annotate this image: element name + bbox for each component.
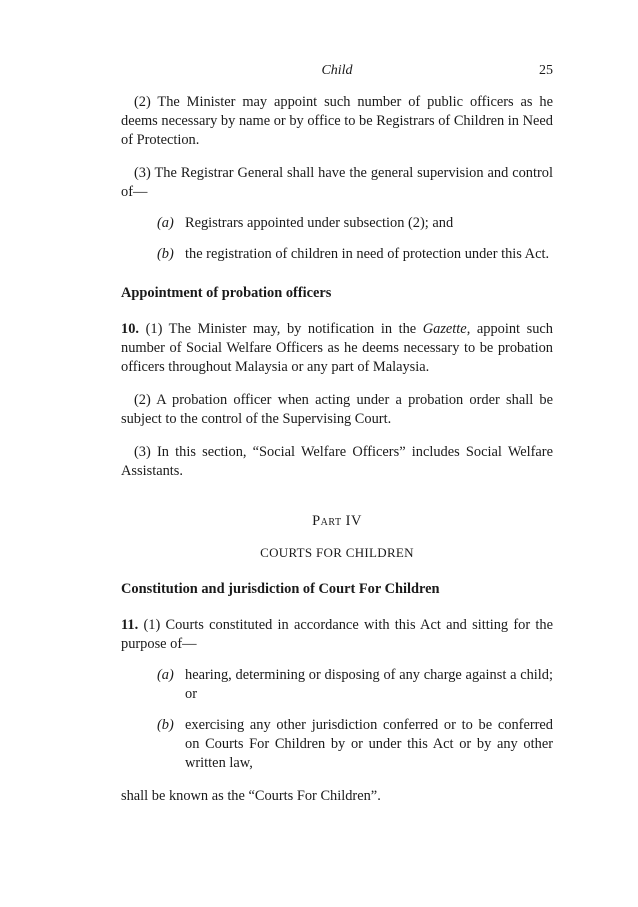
part-label bbox=[121, 512, 553, 531]
section-number: 10. bbox=[121, 321, 139, 337]
list-item-text: exercising any other jurisdiction conferred or to be conferred on Courts For Children by or under this Act or by any other written law, bbox=[185, 717, 553, 771]
section-10-para-1-end: , appoint such number of Social Welfare Officers as he deems necessary to be probation officers throughout Malaysia or any part of Malaysia. bbox=[121, 321, 553, 375]
gazette-italic: Gazette bbox=[422, 321, 467, 337]
list-item-label: (b) bbox=[157, 717, 174, 733]
list-item bbox=[121, 716, 553, 773]
part-title: COURTS FOR CHILDREN bbox=[260, 545, 414, 560]
list-item-text: hearing, determining or disposing of any charge against a child; or bbox=[185, 667, 553, 702]
list-item-text: the registration of children in need of protection under this Act. bbox=[185, 246, 550, 262]
section-9-para-2: (2) The Minister may appoint such number of public officers as he deems necessary by name or by office to be Registrars of Children in Need of Protection. bbox=[121, 94, 553, 148]
list-item-label: (a) bbox=[157, 667, 174, 683]
list-item-label: (b) bbox=[157, 246, 174, 262]
running-title: Child bbox=[321, 63, 353, 78]
list-item bbox=[121, 245, 553, 264]
section-10-heading: Appointment of probation officers bbox=[121, 285, 332, 301]
list-item bbox=[121, 666, 553, 704]
section-11-heading: Constitution and jurisdiction of Court For Children bbox=[121, 581, 440, 597]
part-label-text: Part IV bbox=[312, 513, 362, 529]
section-10-para-1-start: (1) The Minister may, by notification in the bbox=[145, 321, 423, 337]
section-10-para-1 bbox=[121, 320, 553, 377]
section-10-para-2: (2) A probation officer when acting under a probation order shall be subject to the control of the Supervising Court. bbox=[121, 392, 553, 427]
list-item-text: Registrars appointed under subsection (2); and bbox=[185, 215, 454, 231]
list-item-label: (a) bbox=[157, 215, 174, 231]
page-number: 25 bbox=[539, 63, 553, 78]
section-11-para-1-text: (1) Courts constituted in accordance with this Act and sitting for the purpose of— bbox=[121, 617, 553, 652]
section-10-para-3: (3) In this section, “Social Welfare Officers” includes Social Welfare Assistants. bbox=[121, 444, 553, 479]
list-item bbox=[121, 214, 553, 233]
running-head bbox=[121, 63, 553, 83]
section-9-para-3: (3) The Registrar General shall have the general supervision and control of— bbox=[121, 165, 553, 200]
section-11-para-1 bbox=[121, 616, 553, 654]
section-11-closing: shall be known as the “Courts For Children”. bbox=[121, 788, 381, 804]
body-text bbox=[121, 93, 553, 806]
section-number: 11. bbox=[121, 617, 139, 633]
